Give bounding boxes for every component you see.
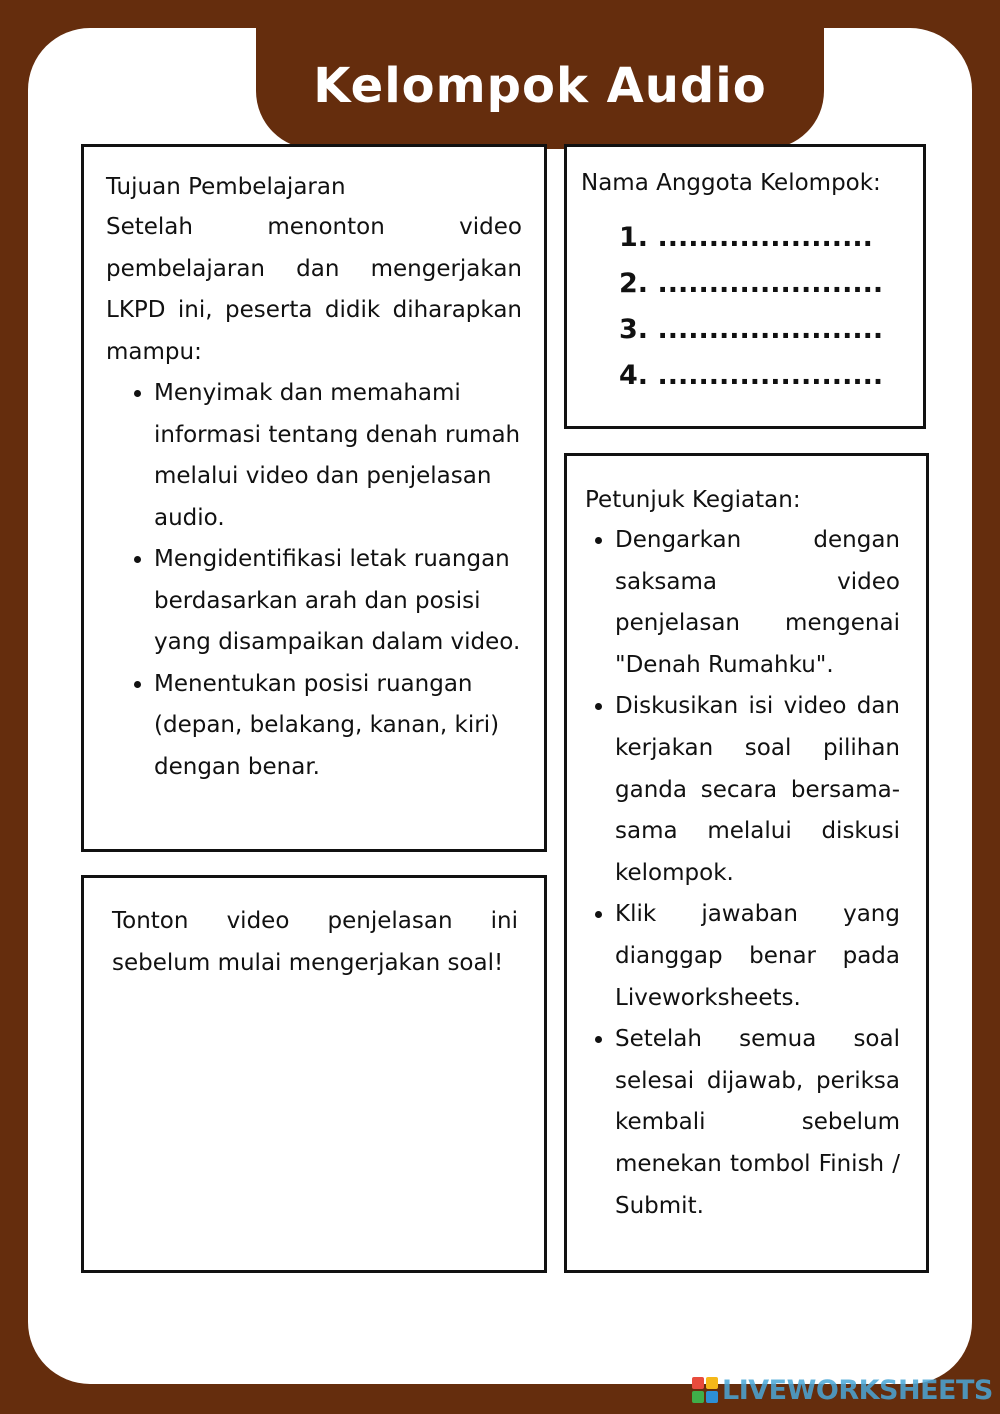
instruction-item: • Klik jawaban yang dianggap benar pada Liveworksheets.: [615, 894, 900, 1019]
learning-goals-list: [106, 373, 522, 788]
activity-instructions-box: [564, 453, 929, 1273]
video-area[interactable]: [81, 875, 547, 1273]
member-name-slot[interactable]: 2. ......................: [619, 268, 884, 299]
learning-goals-intro: Setelah menonton video pembelajaran dan mengerjakan LKPD ini, peserta didik diharapkan mampu:: [106, 214, 522, 365]
learning-goals-heading: Tujuan Pembelajaran: [106, 174, 346, 200]
title-banner: [256, 28, 824, 149]
member-name-slot[interactable]: 3. ......................: [619, 314, 884, 345]
activity-instructions-list: [585, 520, 900, 1227]
learning-goal-item: • Mengidentifikasi letak ruangan berdasarkan arah dan posisi yang disampaikan dalam video.: [154, 539, 522, 664]
learning-goal-item: • Menentukan posisi ruangan (depan, belakang, kanan, kiri) dengan benar.: [154, 664, 522, 789]
liveworksheets-logo-icon: [692, 1377, 718, 1403]
instruction-item: • Diskusikan isi video dan kerjakan soal pilihan ganda secara bersama-sama melalui diskusi kelompok.: [615, 686, 900, 894]
liveworksheets-brand-text: LIVEWORKSHEETS: [722, 1374, 993, 1406]
page-title: Kelompok Audio: [313, 57, 767, 114]
instruction-item: • Dengarkan dengan saksama video penjelasan mengenai "Denah Rumahku".: [615, 520, 900, 686]
video-instruction: Tonton video penjelasan ini sebelum mulai mengerjakan soal!: [112, 908, 518, 976]
learning-goals-box: [81, 144, 547, 852]
logo-square-icon: [706, 1391, 718, 1403]
logo-square-icon: [692, 1377, 704, 1389]
logo-square-icon: [706, 1377, 718, 1389]
member-name-list: [581, 215, 909, 399]
group-members-heading: Nama Anggota Kelompok:: [581, 170, 881, 196]
learning-goal-item: • Menyimak dan memahami informasi tentang denah rumah melalui video dan penjelasan audio.: [154, 373, 522, 539]
logo-square-icon: [692, 1391, 704, 1403]
member-name-slot[interactable]: 4. ......................: [619, 360, 884, 391]
group-members-box: [564, 144, 926, 429]
instruction-item: • Setelah semua soal selesai dijawab, periksa kembali sebelum menekan tombol Finish / Submit.: [615, 1019, 900, 1227]
liveworksheets-logo: [692, 1376, 993, 1404]
activity-instructions-heading: Petunjuk Kegiatan:: [585, 487, 801, 513]
member-name-slot[interactable]: 1. .....................: [619, 222, 873, 253]
